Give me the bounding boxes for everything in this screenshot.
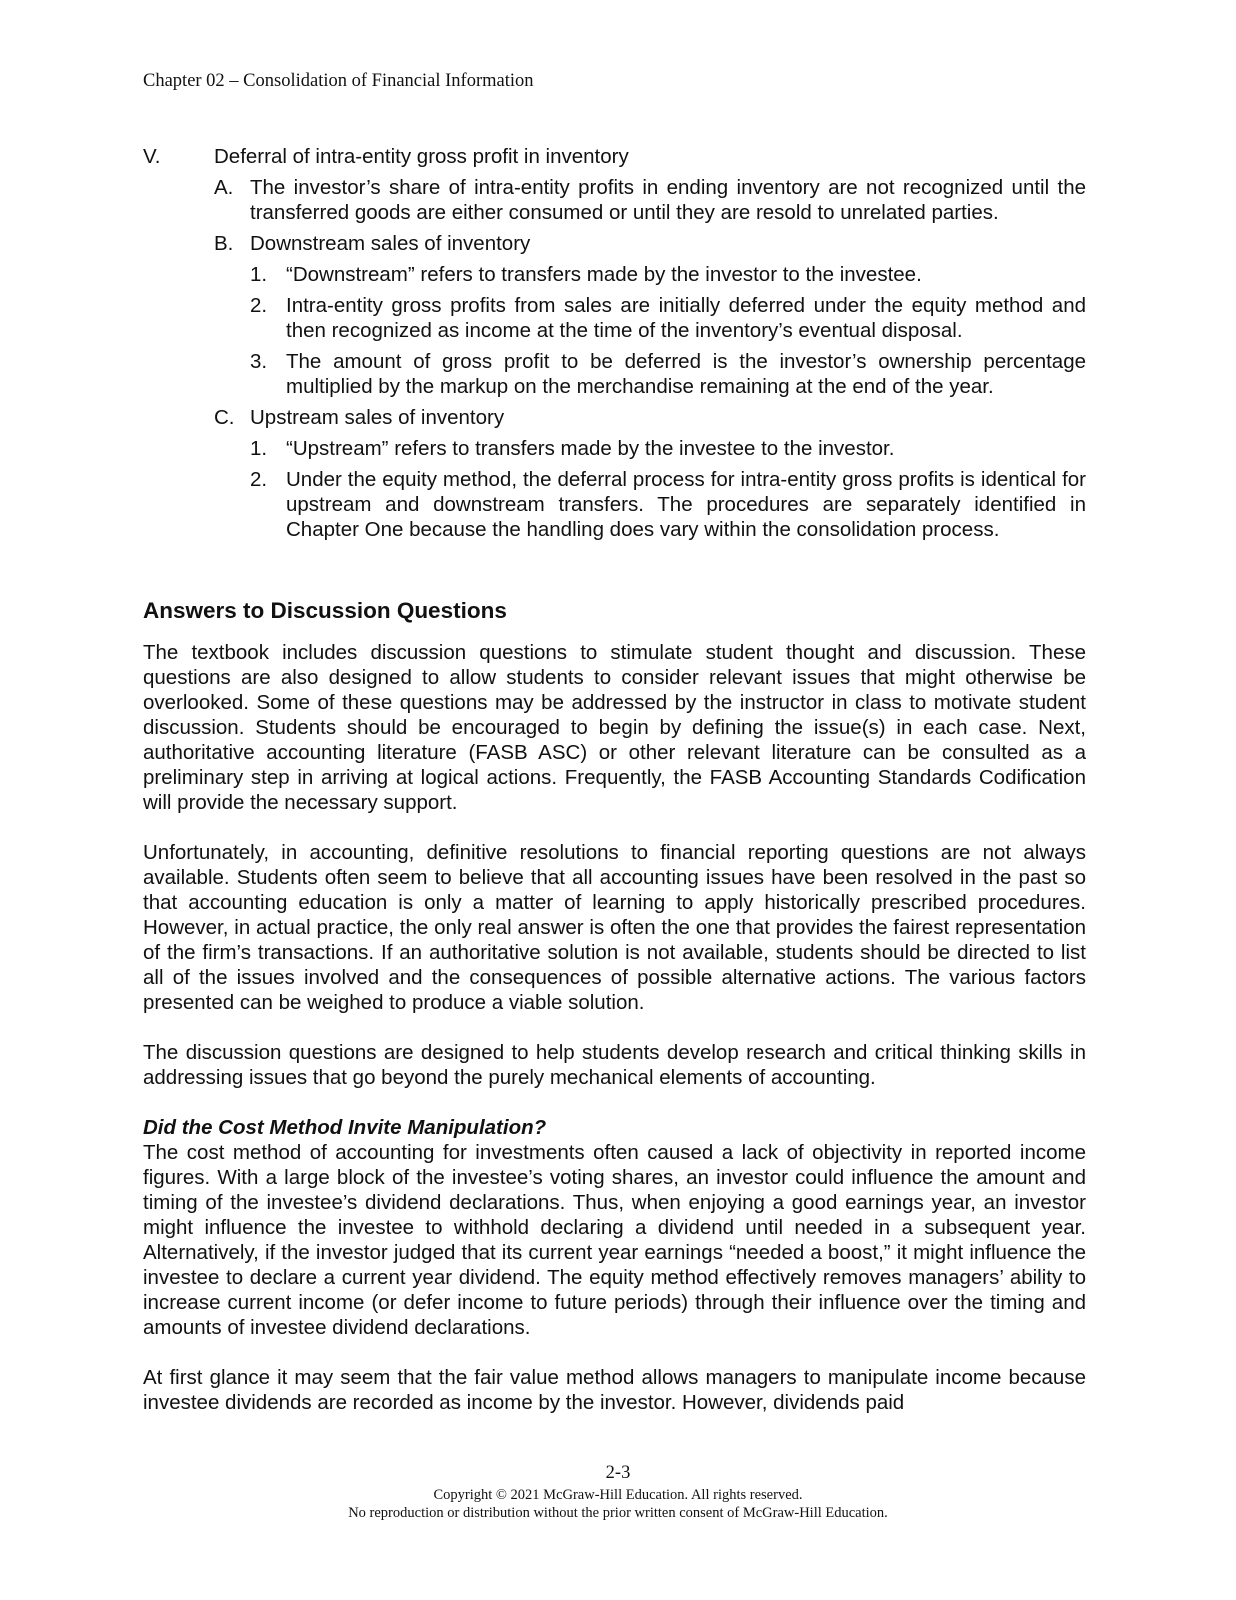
reproduction-notice: No reproduction or distribution without the prior written consent of McGraw-Hill Education. (348, 1505, 888, 1521)
outline-text: The investor’s share of intra-entity profits in ending inventory are not recognized until the transferred goods are either consumed or until they are resold to unrelated parties. (250, 176, 1086, 224)
paragraph-skills: The discussion questions are designed to help students develop research and critical thinking skills in addressing issues that go beyond the purely mechanical elements of accounting. (143, 1041, 1086, 1089)
outline-text: Under the equity method, the deferral process for intra-entity gross profits is identical for upstream and downstream transfers. The procedures are separately identified in Chapter One because the handling does vary within the consolidation process. (286, 468, 1086, 541)
question-answer: The cost method of accounting for investments often caused a lack of objectivity in reported income figures. With a large block of the investee’s voting shares, an investor could influence the amount and timing of the investee’s dividend declarations. Thus, when enjoying a good earnings year, an investor might influence the investee to withhold declaring a dividend until needed in a subsequent year. Alternatively, if the investor judged that its current year earnings “needed a boost,” it might influence the investee to declare a current year dividend. The equity method effectively removes managers’ ability to increase current income (or defer income to future periods) through their influence over the timing and amounts of investee dividend declarations. (143, 1141, 1086, 1339)
outline-text: Intra-entity gross profits from sales are initially deferred under the equity method and then recognized as income at the time of the inventory’s eventual disposal. (286, 294, 1086, 342)
outline-text: Upstream sales of inventory (250, 406, 505, 429)
outline-number: V. (143, 145, 161, 168)
paragraph-intro: The textbook includes discussion questions to stimulate student thought and discussion. These questions are also designed to allow students to consider relevant issues that might otherwise be overlooked. Some of these questions may be addressed by the instructor in class to motivate student discussion. Students should be encouraged to begin by defining the issue(s) in each case. Next, authoritative accounting literature (FASB ASC) or other relevant literature can be consulted as a preliminary step in arriving at logical actions. Frequently, the FASB Accounting Standards Codification will provide the necessary support. (143, 641, 1086, 814)
outline-number: 1. (250, 263, 268, 286)
outline-text: Deferral of intra-entity gross profit in inventory (214, 145, 629, 168)
running-header: Chapter 02 – Consolidation of Financial Information (143, 71, 534, 91)
outline-number: A. (214, 176, 234, 199)
section-heading: Answers to Discussion Questions (143, 598, 507, 623)
outline-text: Downstream sales of inventory (250, 232, 531, 255)
outline-number: 1. (250, 437, 268, 460)
copyright-notice: Copyright © 2021 McGraw-Hill Education. All rights reserved. (433, 1487, 803, 1503)
outline-text: The amount of gross profit to be deferred is the investor’s ownership percentage multiplied by the markup on the merchandise remaining at the end of the year. (286, 350, 1086, 398)
paragraph-fair-value: At first glance it may seem that the fair value method allows managers to manipulate income because investee dividends are recorded as income by the investor. However, dividends paid (143, 1366, 1086, 1414)
outline-number: 2. (250, 468, 268, 491)
outline-text: “Downstream” refers to transfers made by the investor to the investee. (286, 263, 922, 286)
page-number: 2-3 (605, 1463, 631, 1483)
outline-number: B. (214, 232, 234, 255)
question-block-cost-method (143, 1115, 1086, 1340)
question-heading: Did the Cost Method Invite Manipulation? (143, 1116, 547, 1139)
outline-number: 3. (250, 350, 268, 373)
outline-number: 2. (250, 294, 268, 317)
outline-text: “Upstream” refers to transfers made by the investee to the investor. (286, 437, 895, 460)
paragraph-resolutions: Unfortunately, in accounting, definitive resolutions to financial reporting questions are not always available. Students often seem to believe that all accounting issues have been resolved in the past so that accounting education is only a matter of learning to apply historically prescribed procedures. However, in actual practice, the only real answer is often the one that provides the fairest representation of the firm’s transactions. If an authoritative solution is not available, students should be directed to list all of the issues involved and the consequences of possible alternative actions. The various factors presented can be weighed to produce a viable solution. (143, 841, 1086, 1014)
outline-number: C. (214, 406, 235, 429)
